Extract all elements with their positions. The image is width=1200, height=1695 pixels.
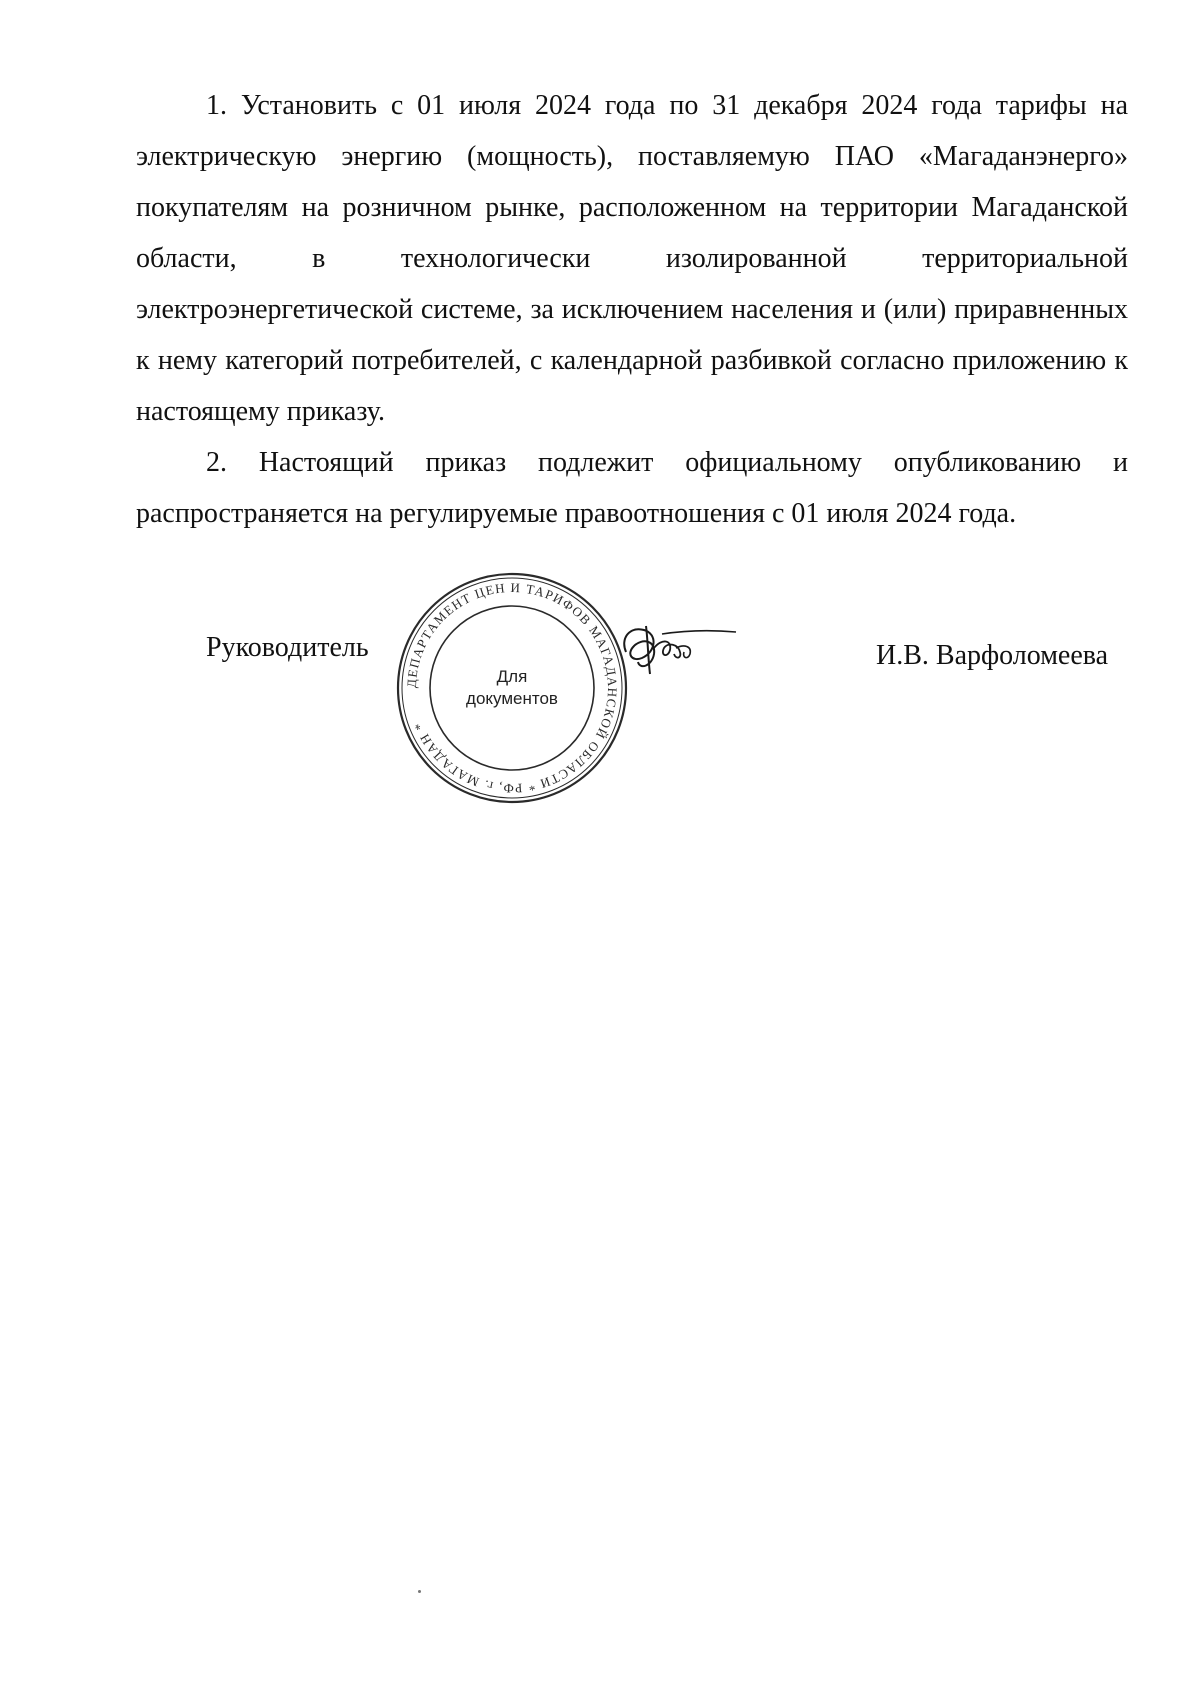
scan-dot: [418, 1590, 421, 1593]
position-title: Руководитель: [206, 632, 369, 663]
paragraph-2: 2. Настоящий приказ подлежит официальному опубликованию и распространяется на регулируемые правоотношения с 01 июля 2024 года.: [136, 447, 1128, 529]
svg-text:ДЕПАРТАМЕНТ ЦЕН И ТАРИФОВ МАГА: [404, 580, 620, 796]
paragraph-1: 1. Установить с 01 июля 2024 года по 31 декабря 2024 года тарифы на электрическую энергию (мощность), поставляемую ПАО «Магаданэнерго» покупателям на розничном рынке, расположенном на территории Магаданской области, в технологически изолированной территориальной электроэнергетической системе, за исключением населения и (или) приравненных к нему категорий потребителей, с календарной разбивкой согласно приложению к настоящему приказу.: [136, 90, 1128, 427]
signer-name: И.В. Варфоломеева: [876, 640, 1109, 671]
signature-block: [0, 570, 1200, 810]
handwritten-signature: [618, 618, 738, 680]
seal-outer-text: ДЕПАРТАМЕНТ ЦЕН И ТАРИФОВ МАГАДАНСКОЙ ОБЛАСТИ * РФ, г. МАГАДАН *: [403, 579, 621, 797]
official-seal: [394, 570, 630, 806]
document-body: [136, 80, 1128, 539]
seal-center-line-2: документов: [466, 689, 558, 708]
seal-center-line-1: Для: [496, 667, 528, 686]
